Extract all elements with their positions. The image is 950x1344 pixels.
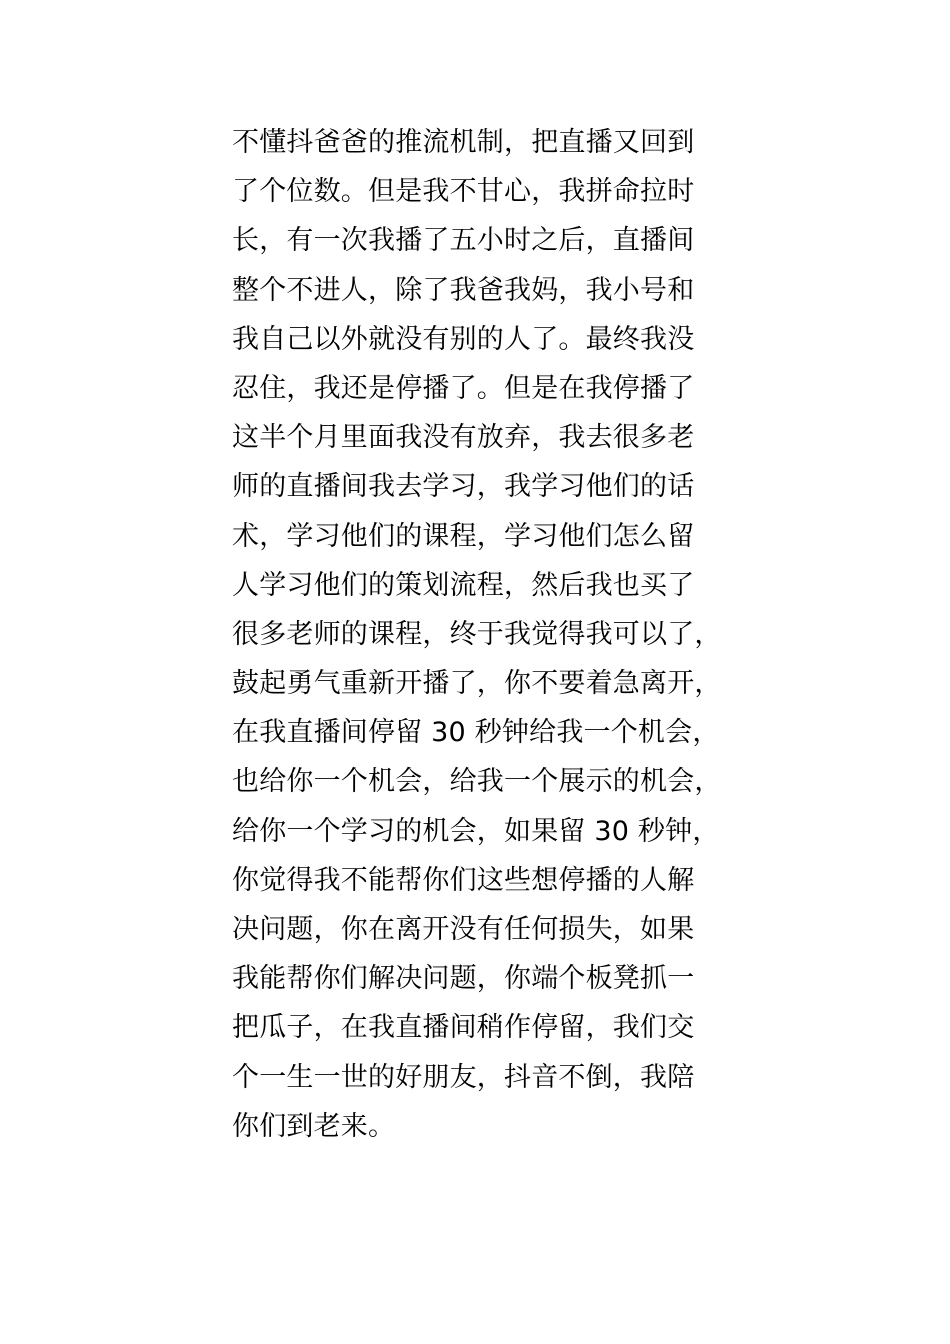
text-line: 术，学习他们的课程，学习他们怎么留 <box>232 520 695 552</box>
text-line: 长，有一次我播了五小时之后，直播间 <box>232 225 695 257</box>
text-line: 整个不进人，除了我爸我妈，我小号和 <box>232 274 695 306</box>
text-line: 鼓起勇气重新开播了，你不要着急离开， <box>232 668 722 700</box>
text-line: 也给你一个机会，给我一个展示的机会， <box>232 766 722 798</box>
text-line: 你觉得我不能帮你们这些想停播的人解 <box>232 864 695 896</box>
text-line: 个一生一世的好朋友，抖音不倒，我陪 <box>232 1061 695 1093</box>
text-line: 我能帮你们解决问题，你端个板凳抓一 <box>232 963 695 995</box>
text-line: 人学习他们的策划流程，然后我也买了 <box>232 569 695 601</box>
text-line: 很多老师的课程，终于我觉得我可以了， <box>232 618 722 650</box>
text-line: 决问题，你在离开没有任何损失，如果 <box>232 914 695 945</box>
body-paragraph <box>232 118 732 1151</box>
text-line: 你们到老来。 <box>232 1110 396 1142</box>
text-line: 师的直播间我去学习，我学习他们的话 <box>232 471 695 503</box>
text-line: 在我直播间停留 30 秒钟给我一个机会， <box>232 717 720 749</box>
text-line: 了个位数。但是我不甘心，我拼命拉时 <box>232 176 695 208</box>
text-line: 把瓜子，在我直播间稍作停留，我们交 <box>232 1012 695 1044</box>
text-line: 我自己以外就没有别的人了。最终我没 <box>232 323 695 355</box>
text-line: 给你一个学习的机会，如果留 30 秒钟， <box>232 815 720 847</box>
text-line: 忍住，我还是停播了。但是在我停播了 <box>232 372 695 404</box>
text-line: 这半个月里面我没有放弃，我去很多老 <box>232 422 695 454</box>
text-line: 不懂抖爸爸的推流机制，把直播又回到 <box>232 127 695 158</box>
